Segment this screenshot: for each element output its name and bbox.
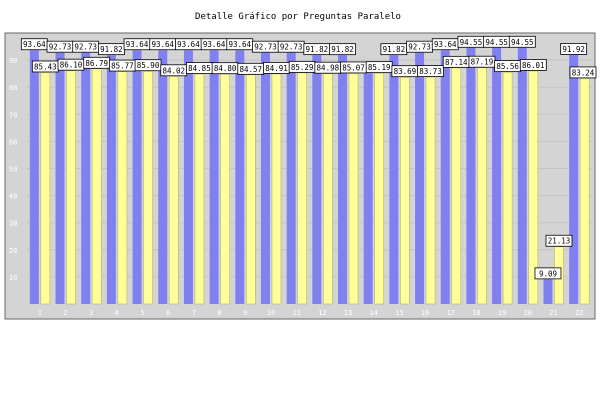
- bar-series-2: [503, 72, 512, 304]
- x-tick-label: 20: [523, 309, 533, 317]
- data-label: 21.13: [547, 236, 571, 246]
- data-label: 91.82: [100, 45, 123, 55]
- bar-series-1: [287, 53, 296, 304]
- data-label: 93.64: [125, 40, 149, 50]
- bar-series-2: [580, 78, 589, 304]
- data-label: 83.24: [571, 68, 595, 78]
- data-label: 87.19: [470, 57, 494, 67]
- data-label: 94.55: [511, 37, 534, 47]
- x-tick-label: 11: [292, 309, 301, 317]
- data-label: 91.82: [331, 45, 354, 55]
- y-tick-label: 90: [9, 57, 18, 66]
- bar-series-2: [92, 69, 101, 304]
- bar-series-1: [389, 55, 398, 304]
- bar-series-2: [144, 71, 153, 304]
- data-label: 84.57: [239, 64, 263, 74]
- y-tick-label: 20: [9, 246, 18, 255]
- data-label: 94.55: [459, 37, 483, 47]
- data-label: 93.64: [23, 40, 46, 50]
- bar-series-1: [518, 48, 527, 304]
- bar-series-1: [261, 53, 270, 304]
- bar-series-1: [81, 53, 90, 304]
- y-tick-label: 70: [9, 111, 18, 120]
- bar-series-2: [375, 73, 384, 304]
- x-tick-label: 13: [343, 309, 353, 317]
- bar-series-2: [246, 75, 255, 304]
- data-label: 84.85: [188, 64, 211, 74]
- bar-series-1: [364, 73, 373, 304]
- x-tick-label: 6: [166, 309, 171, 317]
- data-label: 83.73: [419, 67, 442, 77]
- bar-series-2: [477, 68, 486, 304]
- data-label: 94.55: [485, 37, 508, 47]
- data-label: 85.77: [111, 61, 134, 71]
- x-tick-label: 8: [217, 309, 222, 317]
- bar-series-2: [298, 73, 307, 304]
- data-label: 86.01: [522, 60, 545, 70]
- data-label: 85.43: [34, 62, 57, 72]
- x-tick-label: 5: [140, 309, 145, 317]
- data-label: 93.64: [228, 40, 252, 50]
- data-label: 85.07: [342, 63, 365, 73]
- bar-series-1: [56, 53, 65, 304]
- bar-series-2: [272, 74, 281, 304]
- chart-title: Detalle Gráfico por Preguntas Paralelo: [195, 12, 401, 22]
- data-label: 93.64: [202, 40, 226, 50]
- y-tick-label: 50: [9, 165, 18, 174]
- data-label: 86.79: [85, 58, 108, 68]
- bar-series-1: [184, 50, 193, 304]
- bar-series-1: [158, 50, 167, 304]
- x-tick-label: 2: [63, 309, 68, 317]
- bar-series-2: [67, 71, 76, 304]
- x-tick-label: 12: [318, 309, 327, 317]
- bar-series-2: [169, 76, 178, 304]
- x-tick-label: 15: [395, 309, 404, 317]
- bar-series-1: [338, 55, 347, 304]
- bar-series-1: [415, 53, 424, 304]
- data-label: 83.69: [393, 67, 417, 77]
- bar-series-2: [349, 73, 358, 304]
- y-tick-label: 30: [9, 219, 18, 228]
- data-label: 92.73: [48, 42, 72, 52]
- bar-series-1: [312, 55, 321, 304]
- bar-series-2: [426, 77, 435, 304]
- data-label: 84.02: [162, 66, 186, 76]
- y-tick-label: 10: [9, 273, 18, 282]
- x-tick-label: 7: [191, 309, 197, 317]
- bar-series-2: [452, 68, 461, 304]
- x-tick-label: 10: [266, 309, 276, 317]
- data-label: 93.64: [433, 40, 457, 50]
- data-label: 84.80: [213, 64, 237, 74]
- x-tick-label: 21: [549, 309, 558, 317]
- x-tick-label: 9: [243, 309, 248, 317]
- bar-series-2: [195, 74, 204, 304]
- y-tick-label: 80: [9, 84, 18, 93]
- data-label: 9.09: [538, 269, 558, 279]
- data-label: 92.73: [254, 42, 277, 52]
- data-label: 84.98: [316, 63, 340, 73]
- data-label: 84.91: [265, 63, 288, 73]
- x-tick-label: 19: [497, 309, 507, 317]
- data-label: 85.90: [136, 61, 160, 71]
- y-tick-label: 60: [9, 138, 18, 147]
- y-tick-label: 40: [9, 192, 18, 201]
- data-label: 92.73: [74, 42, 97, 52]
- bar-series-1: [441, 50, 450, 304]
- data-label: 92.73: [279, 42, 303, 52]
- x-tick-label: 4: [114, 309, 119, 317]
- data-label: 93.64: [151, 40, 175, 50]
- bar-series-1: [466, 48, 475, 304]
- data-label: 85.56: [496, 62, 519, 72]
- bar-series-2: [118, 72, 127, 304]
- data-label: 91.92: [562, 44, 585, 54]
- x-tick-label: 22: [574, 309, 584, 317]
- bar-series-1: [107, 55, 116, 304]
- bar-series-2: [221, 74, 230, 304]
- bar-series-1: [235, 50, 244, 304]
- bar-series-1: [210, 50, 219, 304]
- x-tick-label: 17: [446, 309, 455, 317]
- data-label: 87.14: [444, 57, 468, 67]
- x-tick-label: 3: [89, 309, 94, 317]
- bar-series-1: [30, 50, 39, 304]
- bar-series-1: [569, 55, 578, 304]
- x-tick-label: 14: [369, 309, 378, 317]
- data-label: 86.10: [59, 60, 83, 70]
- bar-series-1: [543, 279, 552, 304]
- data-label: 85.29: [290, 62, 314, 72]
- data-label: 93.64: [177, 40, 200, 50]
- data-label: 91.82: [382, 45, 406, 55]
- data-label: 92.73: [408, 42, 431, 52]
- data-label: 91.82: [305, 45, 329, 55]
- x-tick-label: 16: [420, 309, 430, 317]
- bar-series-1: [133, 50, 142, 304]
- bar-series-2: [400, 77, 409, 304]
- bar-series-1: [492, 48, 501, 304]
- bar-series-2: [41, 72, 50, 304]
- bar-series-2: [323, 74, 332, 304]
- x-tick-label: 1: [37, 309, 42, 317]
- x-tick-label: 18: [472, 309, 481, 317]
- data-label: 85.19: [367, 63, 391, 73]
